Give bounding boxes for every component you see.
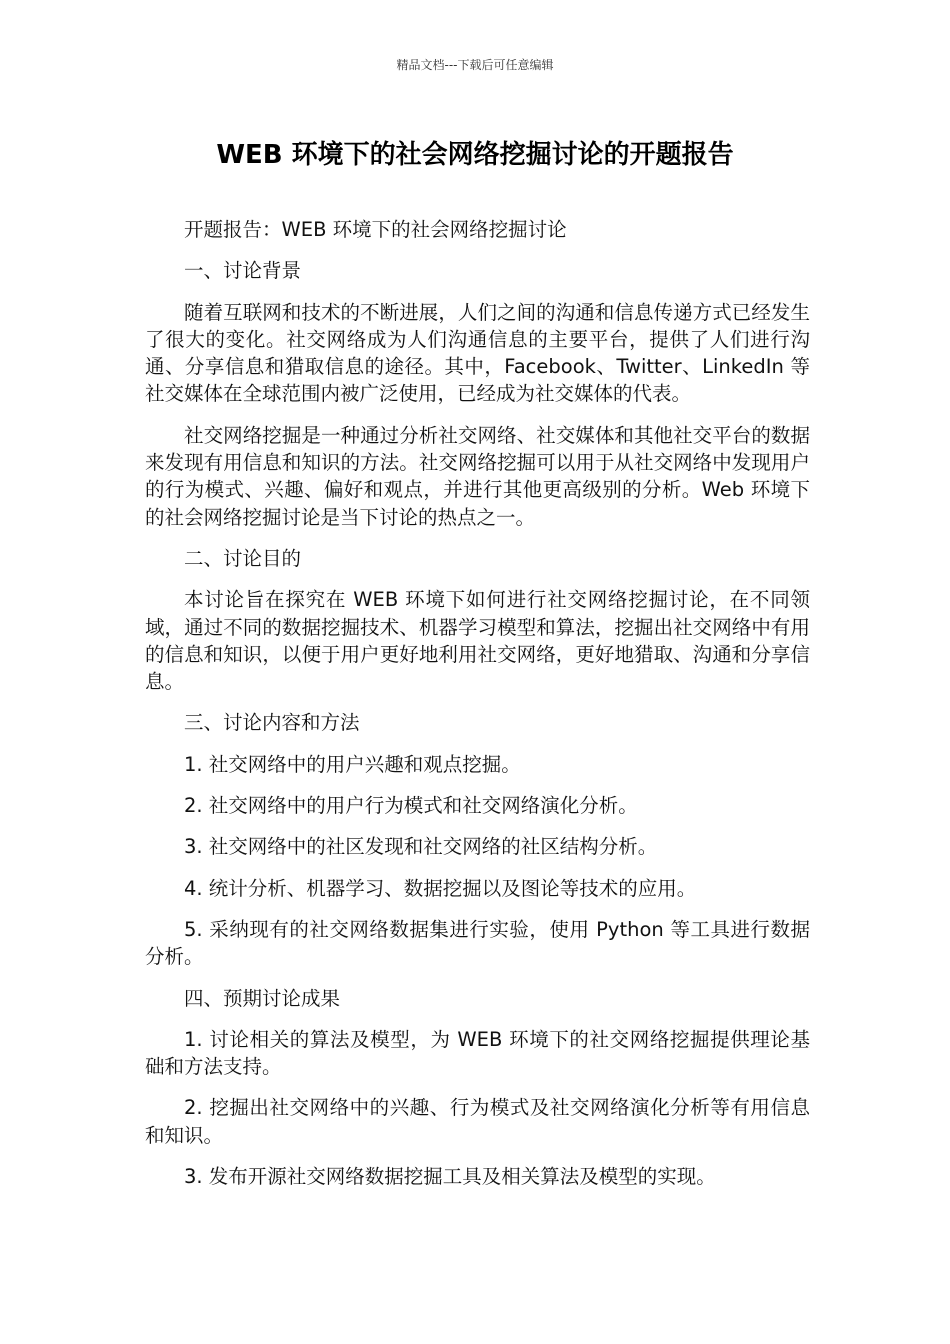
list-item-content-1: 1. 社交网络中的用户兴趣和观点挖掘。 <box>184 752 521 776</box>
list-item-result-1: 1. 讨论相关的算法及模型，为 WEB 环境下的社交网络挖掘提供理论基础和方法支持。 <box>145 1027 810 1079</box>
section-heading-expected-results: 四、预期讨论成果 <box>184 986 341 1010</box>
list-item-content-5: 5. 采纳现有的社交网络数据集进行实验，使用 Python 等工具进行数据分析。 <box>145 917 810 969</box>
section-heading-purpose: 二、讨论目的 <box>184 546 302 570</box>
list-item-content-2: 2. 社交网络中的用户行为模式和社交网络演化分析。 <box>184 794 638 818</box>
section-heading-background: 一、讨论背景 <box>184 259 302 283</box>
list-item-result-3: 3. 发布开源社交网络数据挖掘工具及相关算法及模型的实现。 <box>184 1165 716 1189</box>
document-title: WEB 环境下的社会网络挖掘讨论的开题报告 <box>216 140 734 170</box>
header-note: 精品文档---下载后可任意编辑 <box>396 58 554 72</box>
section-heading-content-methods: 三、讨论内容和方法 <box>184 711 360 735</box>
paragraph-subject: 开题报告：WEB 环境下的社会网络挖掘讨论 <box>184 218 567 241</box>
paragraph-purpose: 本讨论旨在探究在 WEB 环境下如何进行社交网络挖掘讨论，在不同领域，通过不同的数据挖掘技术、机器学习模型和算法，挖掘出社交网络中有用的信息和知识，以便于用户更好地利用社交网络，更好地猎取、沟通和分享信息。 <box>145 588 810 694</box>
paragraph-background-1: 随着互联网和技术的不断进展，人们之间的沟通和信息传递方式已经发生了很大的变化。社交网络成为人们沟通信息的主要平台，提供了人们进行沟通、分享信息和猎取信息的途径。其中，Facebook、Twitter、LinkedIn 等社交媒体在全球范围内被广泛使用，已经成为社交媒体的代表。 <box>145 300 810 406</box>
list-item-content-3: 3. 社交网络中的社区发现和社交网络的社区结构分析。 <box>184 835 658 859</box>
paragraph-background-2: 社交网络挖掘是一种通过分析社交网络、社交媒体和其他社交平台的数据来发现有用信息和知识的方法。社交网络挖掘可以用于从社交网络中发现用户的行为模式、兴趣、偏好和观点，并进行其他更高级别的分析。Web 环境下的社会网络挖掘讨论是当下讨论的热点之一。 <box>145 423 810 529</box>
list-item-result-2: 2. 挖掘出社交网络中的兴趣、行为模式及社交网络演化分析等有用信息和知识。 <box>145 1096 810 1147</box>
document-body <box>145 216 810 1204</box>
list-item-content-4: 4. 统计分析、机器学习、数据挖掘以及图论等技术的应用。 <box>184 876 697 900</box>
